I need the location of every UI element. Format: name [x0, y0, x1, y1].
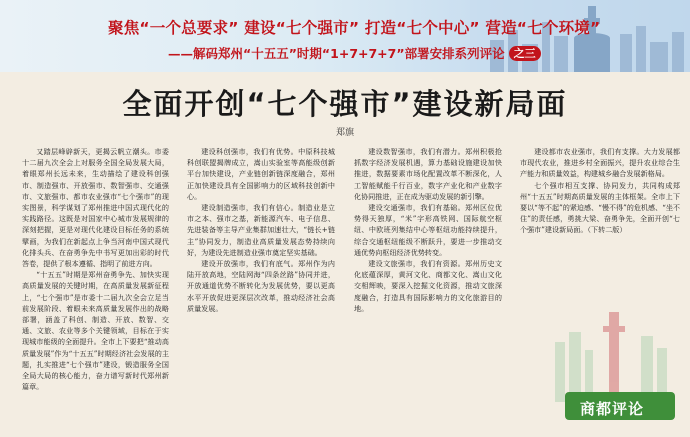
paragraph: 建设交通强市，我们有基础。郑州区位优势得天独厚，“米”字形高铁网、国际航空枢纽、中欧班列集结中心等枢纽功能持续提升，综合交通枢纽能级不断跃升，要进一步推动交通优势向枢纽经济优势转变。: [354, 203, 502, 257]
banner-subtitle: [168, 44, 541, 62]
article-column-2: [187, 146, 335, 408]
header-banner: [0, 0, 690, 72]
banner-subtitle-text: ——解码郑州“十五五”时期“1+7+7+7”部署安排系列评论: [168, 46, 505, 61]
stamp-label: 商都评论: [580, 400, 645, 418]
paragraph: 又踏层峰辟新天，更揭云帆立潮头。市委十二届九次全会上对服务全国全局发展大局，着眼郑州长远未来，生动描绘了建设科创强市、制造强市、开放强市、数智强市、交通强市、文旅强市、都市农业强市“七个强市”的现实图景，科学谋划了郑州推进中国式现代化的实践路径。这既是对国家中心城市发展规律的深刻把握，更是对现代化建设目标任务的系统擘画，为我们在新起点上争当河南中国式现代化排头兵、在奋勇争先中书写更加出彩的时代答卷，提供了根本遵循、指明了前进方向。: [22, 147, 169, 269]
banner-title: 聚焦“一个总要求” 建设“七个强市” 打造“七个中心” 营造“七个环境”: [108, 19, 601, 37]
paragraph: 建设科创强市，我们有优势。中原科技城科创联盟揭牌成立，嵩山实验室等高能级创新平台加快建设，产业链创新链深度融合，郑州正加快建设具有全国影响力的区域科技创新中心。: [187, 147, 335, 201]
paragraph: “十五五”时期是郑州奋勇争先、加快实现高质量发展的关键时期，在高质量发展新征程上，“七个强市”是市委十二届九次全会立足当前发展阶段、着眼未来高质量发展作出的战略部署，涵盖了科创、制造、开放、数智、交通、文旅、农业等多个关键领域，目标在于实现城市能级的全面提升。全市上下要把“推动高质量发展”作为“十五五”时期经济社会发展的主题，扎实推进“七个强市”建设，锻造服务全国全局大局的核心能力，奋力谱写新时代郑州新篇章。: [22, 270, 169, 392]
paragraph: 建设文旅强市，我们有资源。郑州历史文化底蕴深厚，黄河文化、商都文化、嵩山文化交相辉映，要深入挖掘文化资源，推动文旅深度融合，打造具有国际影响力的文化旅游目的地。: [354, 259, 502, 313]
paragraph: 建设制造强市，我们有信心。制造业是立市之本、强市之基，新能源汽车、电子信息、先进装备等主导产业集群加速壮大，“链长+链主”协同发力，制造业高质量发展态势持续向好，为建设先进制造业强市奠定坚实基础。: [187, 203, 335, 257]
article-column-3: [354, 146, 502, 408]
article-byline: 郑旗: [335, 128, 354, 138]
paragraph: 七个强市相互支撑、协同发力，共同构成郑州“十五五”时期高质量发展的主体框架。全市上下要以“等不起”的紧迫感、“慢不得”的危机感、“坐不住”的责任感，勇挑大梁、奋勇争先，全面开创“七个强市”建设新局面。（下转二版）: [520, 180, 680, 235]
article-column-1: [22, 146, 169, 408]
article-column-4: [520, 146, 680, 274]
paragraph: 建设数智强市，我们有潜力。郑州积极抢抓数字经济发展机遇，算力基础设施建设加快推进，数据要素市场化配置改革不断深化，人工智能赋能千行百业，数字产业化和产业数字化协同推进，正在成为驱动发展的新引擎。: [354, 147, 502, 201]
article-headline: 全面开创“七个强市”建设新局面: [122, 87, 568, 121]
series-badge: 之三: [509, 46, 541, 61]
paragraph: 建设都市农业强市，我们有支撑。大力发展都市现代农业，推进乡村全面振兴，提升农业综合生产能力和质量效益，构建城乡融合发展新格局。: [520, 147, 680, 179]
paragraph: 建设开放强市，我们有底气。郑州作为内陆开放高地，空陆网海“四条丝路”协同并进，开放通道优势不断转化为发展优势，要以更高水平开放促进更深层次改革，推动经济社会高质量发展。: [187, 259, 335, 313]
